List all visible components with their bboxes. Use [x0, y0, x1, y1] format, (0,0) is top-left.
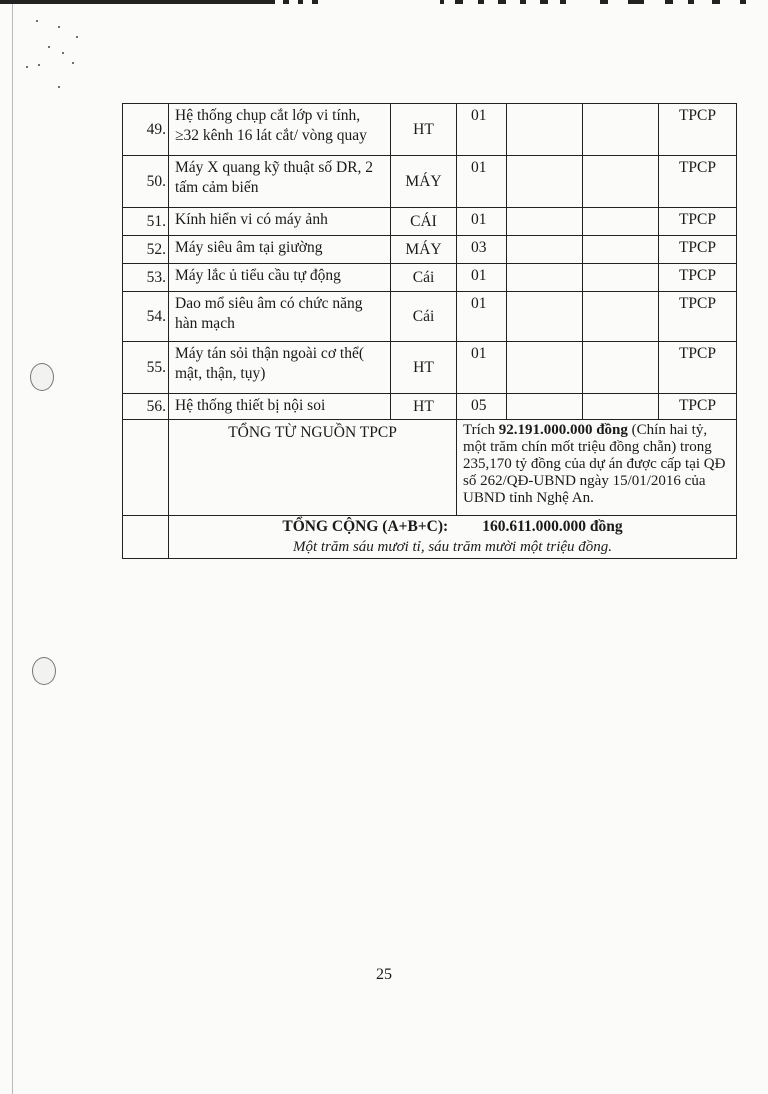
subtotal-desc-prefix: Trích	[463, 422, 499, 438]
table-row	[123, 264, 737, 292]
item-unit: Cái	[391, 292, 457, 342]
table-row	[123, 104, 737, 156]
item-source: TPCP	[659, 236, 737, 264]
subtotal-desc-rest: (Chín hai tỷ, một trăm chín mốt triệu đồng chẵn) trong 235,170 tỷ đồng của dự án được cấp tại QĐ số 262/QĐ-UBND ngày 15/01/2016 của UBND tỉnh Nghệ An.	[463, 422, 726, 506]
empty-cell	[507, 292, 583, 342]
punch-hole-top	[30, 363, 54, 391]
empty-cell	[583, 104, 659, 156]
grand-total-line	[173, 517, 732, 537]
row-number: 50.	[123, 156, 169, 208]
empty-cell	[507, 104, 583, 156]
empty-cell	[507, 156, 583, 208]
item-quantity: 01	[457, 342, 507, 394]
scan-top-strip	[0, 0, 768, 6]
empty-cell	[583, 394, 659, 420]
item-quantity: 01	[457, 264, 507, 292]
row-number: 49.	[123, 104, 169, 156]
empty-cell	[507, 236, 583, 264]
table-row	[123, 208, 737, 236]
empty-cell	[583, 292, 659, 342]
item-source: TPCP	[659, 292, 737, 342]
item-name: Máy X quang kỹ thuật số DR, 2 tấm cảm biến	[169, 156, 391, 208]
item-quantity: 01	[457, 292, 507, 342]
item-source: TPCP	[659, 156, 737, 208]
subtotal-description	[457, 420, 737, 516]
item-source: TPCP	[659, 394, 737, 420]
item-quantity: 03	[457, 236, 507, 264]
row-number: 55.	[123, 342, 169, 394]
item-quantity: 05	[457, 394, 507, 420]
empty-cell	[507, 208, 583, 236]
empty-cell	[123, 420, 169, 516]
item-quantity: 01	[457, 208, 507, 236]
empty-cell	[507, 394, 583, 420]
equipment-table	[122, 103, 737, 559]
item-name: Hệ thống chụp cắt lớp vi tính, ≥32 kênh 16 lát cắt/ vòng quay	[169, 104, 391, 156]
row-number: 52.	[123, 236, 169, 264]
item-name: Dao mổ siêu âm có chức năng hàn mạch	[169, 292, 391, 342]
empty-cell	[583, 156, 659, 208]
item-quantity: 01	[457, 104, 507, 156]
item-name: Máy lắc ủ tiểu cầu tự động	[169, 264, 391, 292]
item-source: TPCP	[659, 342, 737, 394]
table-row	[123, 156, 737, 208]
empty-cell	[583, 342, 659, 394]
item-unit: HT	[391, 394, 457, 420]
subtotal-label: TỔNG TỪ NGUỒN TPCP	[169, 420, 457, 516]
grand-total-row	[123, 516, 737, 559]
item-name: Hệ thống thiết bị nội soi	[169, 394, 391, 420]
item-unit: HT	[391, 104, 457, 156]
item-source: TPCP	[659, 208, 737, 236]
grand-total-words: Một trăm sáu mươi tỉ, sáu trăm mười một triệu đồng.	[292, 539, 613, 555]
table-row	[123, 292, 737, 342]
item-name: Máy siêu âm tại giường	[169, 236, 391, 264]
punch-hole-bottom	[32, 657, 56, 685]
subtotal-amount: 92.191.000.000 đồng	[498, 422, 628, 438]
item-quantity: 01	[457, 156, 507, 208]
row-number: 53.	[123, 264, 169, 292]
page-edge	[12, 0, 13, 1094]
item-unit: Cái	[391, 264, 457, 292]
table-row	[123, 394, 737, 420]
row-number: 54.	[123, 292, 169, 342]
empty-cell	[583, 208, 659, 236]
empty-cell	[507, 342, 583, 394]
item-unit: MÁY	[391, 156, 457, 208]
row-number: 51.	[123, 208, 169, 236]
grand-total-label: TỔNG CỘNG (A+B+C):	[282, 518, 449, 535]
table-row	[123, 342, 737, 394]
item-name: Kính hiển vi có máy ảnh	[169, 208, 391, 236]
table-row	[123, 236, 737, 264]
item-unit: CÁI	[391, 208, 457, 236]
subtotal-row	[123, 420, 737, 516]
empty-cell	[507, 264, 583, 292]
item-unit: MÁY	[391, 236, 457, 264]
grand-total-amount: 160.611.000.000 đồng	[482, 518, 623, 535]
grand-total-cell	[169, 516, 737, 559]
item-name: Máy tán sỏi thận ngoài cơ thể( mật, thận, tụy)	[169, 342, 391, 394]
empty-cell	[583, 236, 659, 264]
item-source: TPCP	[659, 104, 737, 156]
item-unit: HT	[391, 342, 457, 394]
row-number: 56.	[123, 394, 169, 420]
empty-cell	[583, 264, 659, 292]
item-source: TPCP	[659, 264, 737, 292]
page-number: 25	[376, 966, 392, 983]
empty-cell	[123, 516, 169, 559]
